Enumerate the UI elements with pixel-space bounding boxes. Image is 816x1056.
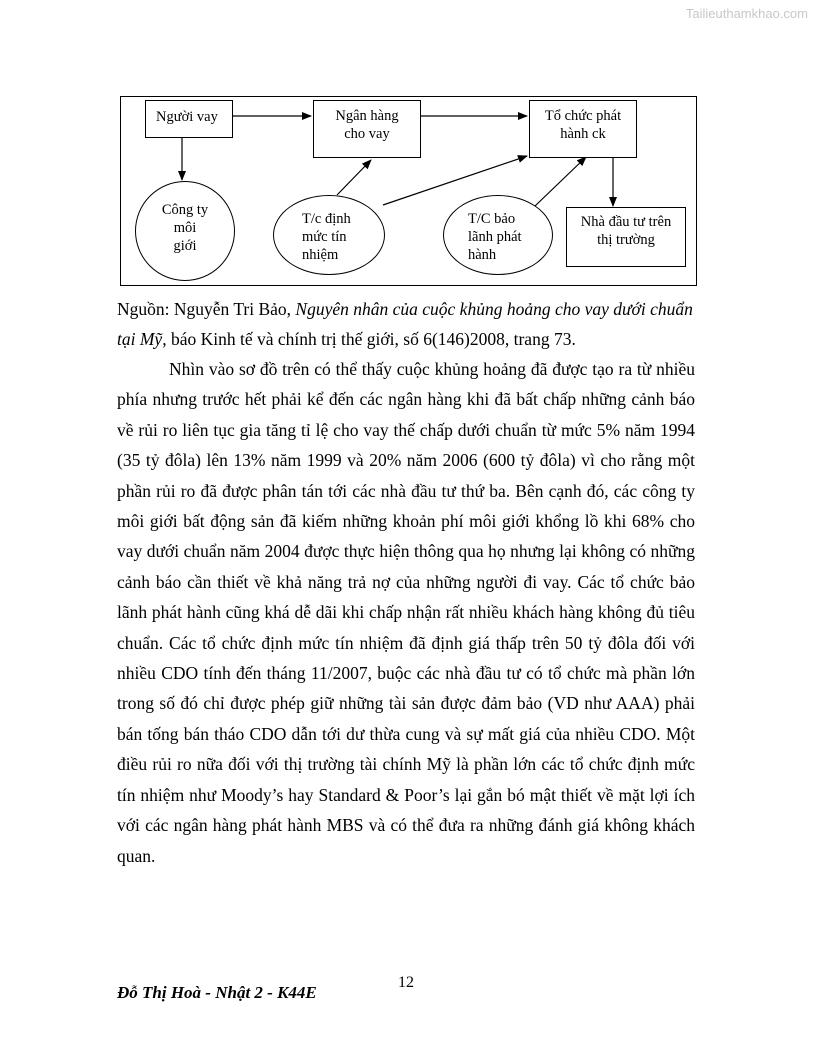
source-title: Nguyên nhân của cuộc khủng hoảng cho vay dưới chuẩn tại Mỹ,: [117, 299, 693, 349]
node-nha-dau-tu-line-2: thị trường: [597, 232, 655, 248]
node-cong-ty-moi-gioi: [135, 181, 235, 281]
arrow-dinh-muc-to-ngan-hang: [337, 160, 371, 195]
node-bao-lanh-phat-hanh: [443, 195, 553, 275]
node-ngan-hang: [313, 100, 421, 158]
source-suffix: báo Kinh tế và chính trị thế giới, số 6(146)2008, trang 73.: [166, 329, 576, 349]
diagram-source-citation: [117, 294, 701, 354]
page-number: 12: [398, 974, 414, 991]
node-bao-lanh-line-2: lãnh phát: [468, 229, 522, 245]
node-dinh-muc-line-2: mức tín: [302, 229, 347, 245]
node-nguoi-vay-label: Người vay: [156, 109, 218, 125]
node-cong-ty-line-1: Công ty: [161, 202, 209, 218]
arrow-bao-lanh-to-to-chuc: [535, 157, 586, 206]
node-dinh-muc-tin-nhiem: [273, 195, 385, 275]
node-cong-ty-line-2: môi: [173, 220, 197, 236]
node-nha-dau-tu: [566, 207, 686, 267]
node-bao-lanh-line-1: T/C bảo: [468, 211, 516, 227]
node-dinh-muc-line-1: T/c định: [302, 211, 351, 227]
node-to-chuc-phat-hanh: [529, 100, 637, 158]
node-to-chuc-line-1: Tổ chức phát: [544, 108, 622, 124]
node-nguoi-vay: [145, 100, 233, 138]
node-to-chuc-line-2: hành ck: [560, 126, 606, 142]
node-ngan-hang-line-2: cho vay: [344, 126, 390, 142]
node-bao-lanh-line-3: hành: [468, 247, 497, 263]
body-paragraph: Nhìn vào sơ đồ trên có thể thấy cuộc khủng hoảng đã được tạo ra từ nhiều phía nhưng trước hết phải kể đến các ngân hàng khi đã bất chấp những cảnh báo về rủi ro liên tục gia tăng tỉ lệ cho vay thế chấp dưới chuẩn từ mức 5% năm 1994 (35 tỷ đôla) lên 13% năm 1999 và 20% năm 2006 (600 tỷ đôla) vì cho rằng một phần rủi ro đã được phân tán tới các nhà đầu tư thứ ba. Bên cạnh đó, các công ty môi giới bất động sản đã kiếm những khoản phí môi giới khổng lồ khi 68% cho vay dưới chuẩn năm 2004 được thực hiện thông qua họ nhưng lại không có những cảnh báo cần thiết về khả năng trả nợ của những người đi vay. Các tổ chức bảo lãnh phát hành cũng khá dễ dãi khi chấp nhận rất nhiều khách hàng không đủ tiêu chuẩn. Các tổ chức định mức tín nhiệm đã định giá thấp trên 50 tỷ đôla đối với nhiều CDO tính đến tháng 11/2007, buộc các nhà đầu tư có tổ chức mà phần lớn trong số đó chỉ được phép giữ những tài sản được đảm bảo (VD như AAA) phải bán tống bán tháo CDO dẫn tới dư thừa cung và sự mất giá của nhiều CDO. Một điều rủi ro nữa đối với thị trường tài chính Mỹ là phần lớn các tổ chức định mức tín nhiệm như Moody’s hay Standard & Poor’s lại gắn bó mật thiết về mặt lợi ích với các ngân hàng phát hành MBS và có thể đưa ra những đánh giá không khách quan.: [117, 359, 695, 866]
flow-diagram: [120, 96, 697, 286]
node-ngan-hang-line-1: Ngân hàng: [335, 108, 399, 124]
node-nha-dau-tu-line-1: Nhà đầu tư trên: [580, 214, 672, 230]
node-dinh-muc-line-3: nhiệm: [302, 247, 339, 263]
node-cong-ty-line-3: giới: [173, 238, 197, 254]
watermark: Tailieuthamkhao.com: [685, 6, 808, 21]
source-prefix: Nguồn: Nguyễn Tri Bảo,: [117, 299, 296, 319]
footer-author: Đỗ Thị Hoà - Nhật 2 - K44E: [117, 983, 317, 1002]
